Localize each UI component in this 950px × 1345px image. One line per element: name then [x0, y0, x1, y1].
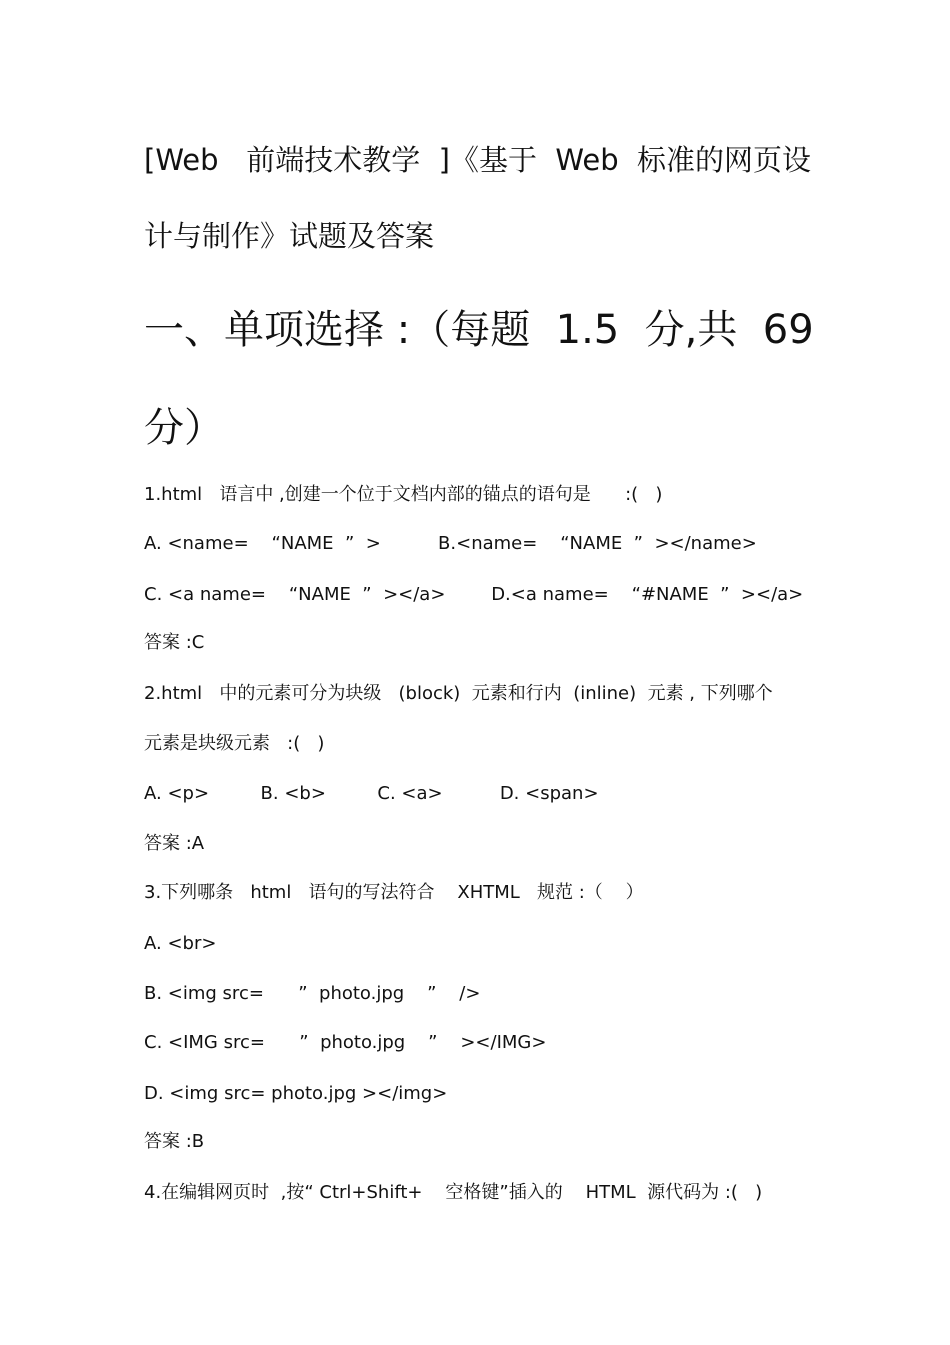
question-2-answer: 答案 :A: [144, 833, 205, 854]
document-title-line-2: 计与制作》试题及答案: [144, 219, 435, 253]
question-3-stem: 3.下列哪条 html 语句的写法符合 XHTML 规范 :（ ）: [144, 882, 644, 903]
question-1-answer: 答案 :C: [144, 632, 205, 653]
document-title-line-1: [Web 前端技术教学 ]《基于 Web 标准的网页设: [144, 143, 812, 177]
question-3-option-d: D. <img src= photo.jpg ></img>: [144, 1083, 448, 1104]
question-1-stem: 1.html 语言中 ,创建一个位于文档内部的锚点的语句是 :( ): [144, 484, 663, 505]
question-1-options-ab: A. <name= “NAME ” > B.<name= “NAME ” ></name>: [144, 533, 757, 554]
question-3-option-a: A. <br>: [144, 933, 217, 954]
question-3-option-b: B. <img src= ” photo.jpg ” />: [144, 983, 481, 1004]
question-2-options: A. <p> B. <b> C. <a> D. <span>: [144, 783, 599, 804]
question-4-stem: 4.在编辑网页时 ,按“ Ctrl+Shift+ 空格键”插入的 HTML 源代码为 :( ): [144, 1182, 763, 1203]
question-3-option-c: C. <IMG src= ” photo.jpg ” ></IMG>: [144, 1032, 547, 1053]
section-heading-line-2: 分）: [144, 405, 224, 451]
question-1-options-cd: C. <a name= “NAME ” ></a> D.<a name= “#NAME ” ></a>: [144, 584, 804, 605]
section-heading-line-1: 一、单项选择 :（每题 1.5 分,共 69: [144, 307, 814, 353]
question-2-stem: 2.html 中的元素可分为块级 (block) 元素和行内 (inline) 元素 , 下列哪个: [144, 683, 773, 704]
question-2-stem-cont: 元素是块级元素 :( ): [144, 733, 325, 754]
question-3-answer: 答案 :B: [144, 1131, 205, 1152]
